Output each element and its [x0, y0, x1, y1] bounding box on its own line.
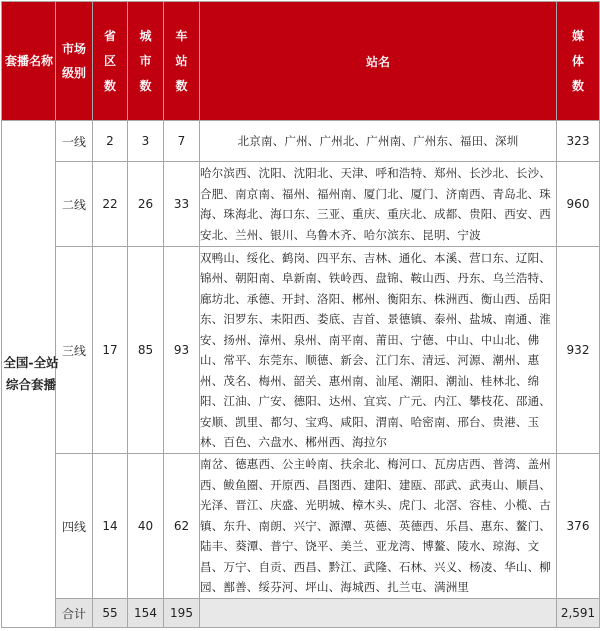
tier-cell: 三线	[56, 247, 93, 454]
stations-cell: 62	[164, 454, 200, 599]
cities-cell: 26	[128, 162, 164, 247]
media-cell: 323	[557, 121, 600, 162]
station-names-cell: 北京南、广州、广州北、广州南、广州东、福田、深圳	[200, 121, 557, 162]
provinces-cell: 22	[93, 162, 128, 247]
header-media: 媒体数	[557, 2, 600, 121]
provinces-cell: 14	[93, 454, 128, 599]
media-cell: 960	[557, 162, 600, 247]
stations-cell: 33	[164, 162, 200, 247]
media-cell: 376	[557, 454, 600, 599]
total-stations: 195	[164, 599, 200, 628]
header-package: 套播名称	[2, 2, 56, 121]
table-row	[2, 454, 600, 599]
table-row	[2, 247, 600, 454]
total-row	[2, 599, 600, 628]
tier-cell: 四线	[56, 454, 93, 599]
header-station-names: 站名	[200, 2, 557, 121]
table-row	[2, 121, 600, 162]
header-station-count: 车站数	[164, 2, 200, 121]
provinces-cell: 2	[93, 121, 128, 162]
total-provinces: 55	[93, 599, 128, 628]
header-cities: 城市数	[128, 2, 164, 121]
station-names-cell: 双鸭山、绥化、鹤岗、四平东、吉林、通化、本溪、营口东、辽阳、锦州、朝阳南、阜新南、铁岭西、盘锦、鞍山西、丹东、乌兰浩特、廊坊北、承德、开封、洛阳、郴州、衡阳东、株洲西、衡山西、岳阳东、汨罗东、耒阳西、娄底、吉首、景德镇、泰州、盐城、南通、淮安、扬州、漳州、泉州、南平南、莆田、宁德、中山、中山北、佛山、常平、东莞东、顺德、新会、江门东、清远、河源、潮州、惠州、茂名、梅州、韶关、惠州南、汕尾、潮阳、潮汕、桂林北、绵阳、江油、广安、德阳、达州、宜宾、广元、内江、攀枝花、邵通、安顺、凯里、都匀、宝鸡、咸阳、渭南、哈密南、邢台、贵港、玉林、百色、六盘水、郴州西、海拉尔	[200, 247, 557, 454]
tier-cell: 一线	[56, 121, 93, 162]
total-label: 合计	[56, 599, 93, 628]
header-provinces: 省区数	[93, 2, 128, 121]
tier-cell: 二线	[56, 162, 93, 247]
stations-cell: 7	[164, 121, 200, 162]
station-names-cell: 南岔、德惠西、公主岭南、扶余北、梅河口、瓦房店西、普湾、盖州西、鲅鱼圈、开原西、昌图西、建阳、建瓯、邵武、武夷山、顺昌、光泽、晋江、庆盛、光明城、樟木头、虎门、北滘、容桂、小榄、古镇、东升、南朗、兴宁、源潭、英德、英德西、乐昌、惠东、鳌门、陆丰、葵潭、普宁、饶平、美兰、亚龙湾、博鳌、陵水、琼海、文昌、万宁、自贡、西昌、黔江、武隆、石林、兴义、杨凌、华山、柳园、鄯善、绥芬河、坪山、海城西、扎兰屯、满洲里	[200, 454, 557, 599]
header-tier: 市场级别	[56, 2, 93, 121]
total-media: 2,591	[557, 599, 600, 628]
package-name: 全国-全站综合套播	[2, 121, 56, 628]
provinces-cell: 17	[93, 247, 128, 454]
cities-cell: 40	[128, 454, 164, 599]
media-cell: 932	[557, 247, 600, 454]
header-row	[2, 2, 600, 121]
media-package-table	[1, 1, 600, 628]
cities-cell: 3	[128, 121, 164, 162]
station-names-cell: 哈尔滨西、沈阳、沈阳北、天津、呼和浩特、郑州、长沙北、长沙、合肥、南京南、福州、福州南、厦门北、厦门、济南西、青岛北、珠海、珠海北、海口东、三亚、重庆、重庆北、成都、贵阳、西安、西安北、兰州、银川、乌鲁木齐、哈尔滨东、昆明、宁波	[200, 162, 557, 247]
stations-cell: 93	[164, 247, 200, 454]
total-cities: 154	[128, 599, 164, 628]
cities-cell: 85	[128, 247, 164, 454]
total-station-names-empty	[200, 599, 557, 628]
table-row	[2, 162, 600, 247]
